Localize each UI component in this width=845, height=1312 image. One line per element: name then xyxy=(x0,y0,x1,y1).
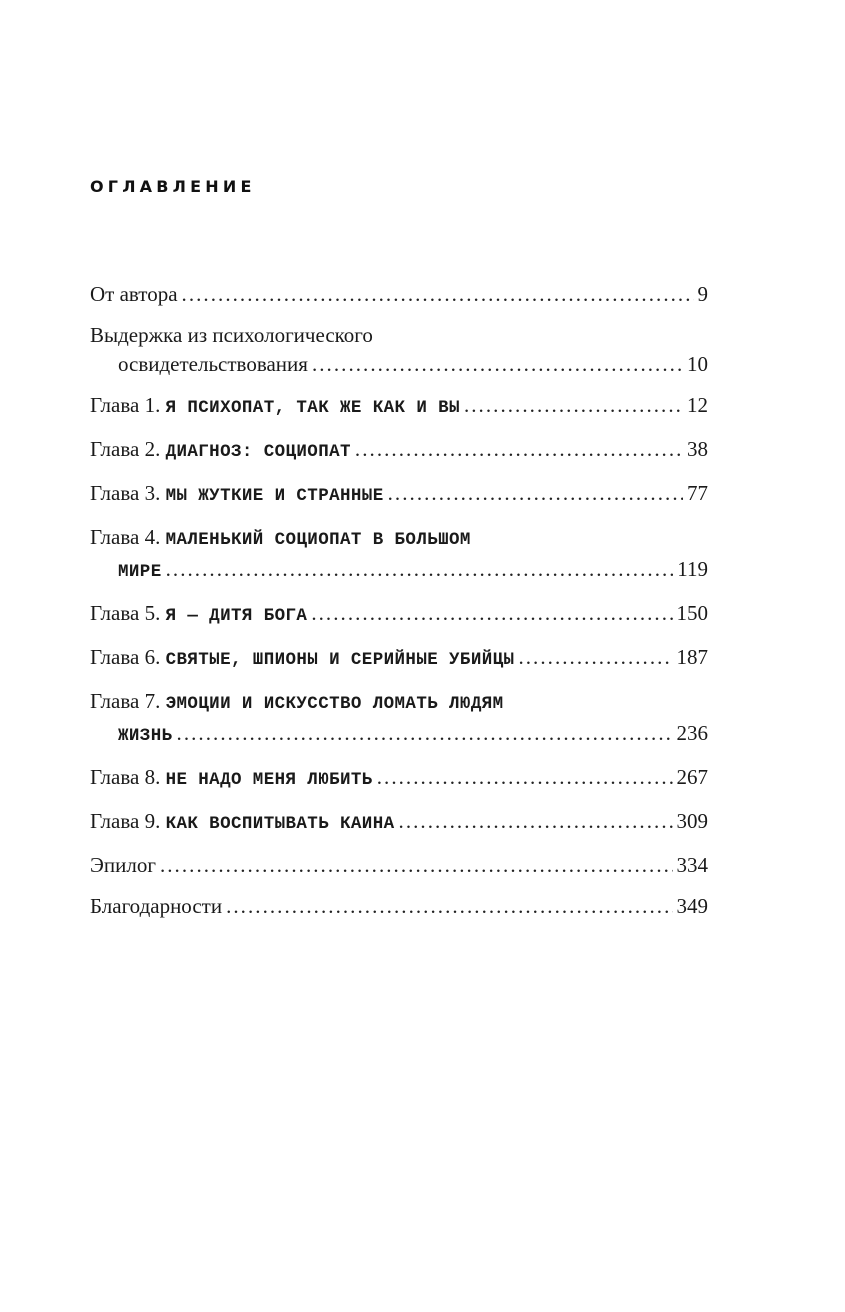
toc-entry-line xyxy=(90,479,708,511)
chapter-prefix: Глава 8. xyxy=(90,765,166,789)
table-of-contents xyxy=(90,280,708,933)
page-number: 267 xyxy=(676,765,708,789)
toc-entry-line xyxy=(90,391,708,423)
toc-entry-line xyxy=(90,280,708,309)
toc-entry-title: НЕ НАДО МЕНЯ ЛЮБИТЬ xyxy=(165,770,373,790)
toc-entry-line xyxy=(90,892,708,921)
dot-leader xyxy=(377,763,673,792)
toc-entry-title: Я — ДИТЯ БОГА xyxy=(165,606,308,626)
chapter-prefix: Глава 4. xyxy=(90,525,166,549)
toc-entry-title: Благодарности xyxy=(90,894,223,918)
chapter-prefix: Глава 6. xyxy=(90,645,166,669)
chapter-prefix: Глава 9. xyxy=(90,809,166,833)
dot-leader xyxy=(355,435,683,464)
toc-entry-title: МАЛЕНЬКИЙ СОЦИОПАТ В БОЛЬШОМ xyxy=(165,530,471,550)
toc-entry[interactable] xyxy=(90,763,708,795)
toc-entry[interactable] xyxy=(90,391,708,423)
toc-entry-title: ДИАГНОЗ: СОЦИОПАТ xyxy=(165,442,351,462)
dot-leader xyxy=(388,479,683,508)
toc-entry[interactable] xyxy=(90,321,708,379)
dot-leader xyxy=(312,350,683,379)
page-number: 309 xyxy=(676,809,708,833)
toc-entry-line xyxy=(90,763,708,795)
page-number: 9 xyxy=(697,282,708,306)
chapter-prefix: Глава 2. xyxy=(90,437,166,461)
toc-entry[interactable] xyxy=(90,280,708,309)
toc-entry[interactable] xyxy=(90,892,708,921)
toc-entry-line xyxy=(90,851,708,880)
chapter-prefix: Глава 1. xyxy=(90,393,166,417)
toc-entry-continuation xyxy=(90,350,708,379)
toc-entry-title: СВЯТЫЕ, ШПИОНЫ И СЕРИЙНЫЕ УБИЙЦЫ xyxy=(165,650,515,670)
page-number: 349 xyxy=(676,894,708,918)
toc-entry[interactable] xyxy=(90,807,708,839)
toc-heading: ОГЛАВЛЕНИЕ xyxy=(90,177,256,196)
toc-entry[interactable] xyxy=(90,523,708,587)
toc-entry[interactable] xyxy=(90,851,708,880)
toc-entry-line xyxy=(90,643,708,675)
dot-leader xyxy=(399,807,673,836)
toc-entry-title: освидетельствования xyxy=(118,352,308,376)
chapter-prefix: Глава 3. xyxy=(90,481,166,505)
page-number: 10 xyxy=(687,352,708,376)
toc-entry-line xyxy=(90,523,708,555)
dot-leader xyxy=(177,719,673,748)
dot-leader xyxy=(311,599,672,628)
page-number: 236 xyxy=(676,721,708,745)
toc-entry-line xyxy=(90,807,708,839)
chapter-prefix: Глава 5. xyxy=(90,601,166,625)
toc-entry-title: Эпилог xyxy=(90,853,156,877)
chapter-prefix: Глава 7. xyxy=(90,689,166,713)
toc-entry-title: МЫ ЖУТКИЕ И СТРАННЫЕ xyxy=(165,486,384,506)
toc-entry[interactable] xyxy=(90,435,708,467)
toc-entry-title: МИРЕ xyxy=(118,562,162,582)
toc-entry-line xyxy=(90,687,708,719)
toc-entry-title: ЭМОЦИИ И ИСКУССТВО ЛОМАТЬ ЛЮДЯМ xyxy=(165,694,504,714)
page-number: 77 xyxy=(687,481,708,505)
toc-entry[interactable] xyxy=(90,687,708,751)
toc-entry-line xyxy=(90,599,708,631)
toc-entry-continuation xyxy=(90,719,708,751)
toc-entry-line xyxy=(90,321,708,350)
toc-entry[interactable] xyxy=(90,643,708,675)
toc-entry-title: Я ПСИХОПАТ, ТАК ЖЕ КАК И ВЫ xyxy=(165,398,460,418)
toc-entry[interactable] xyxy=(90,599,708,631)
dot-leader xyxy=(182,280,694,309)
dot-leader xyxy=(464,391,683,420)
page-number: 334 xyxy=(676,853,708,877)
page-number: 12 xyxy=(687,393,708,417)
page-number: 38 xyxy=(687,437,708,461)
page-number: 187 xyxy=(676,645,708,669)
toc-entry-line xyxy=(90,435,708,467)
page-number: 150 xyxy=(676,601,708,625)
toc-entry-title: Выдержка из психологического xyxy=(90,323,373,347)
toc-entry[interactable] xyxy=(90,479,708,511)
toc-entry-title: От автора xyxy=(90,282,178,306)
dot-leader xyxy=(160,851,673,880)
toc-entry-title: ЖИЗНЬ xyxy=(118,726,173,746)
dot-leader xyxy=(226,892,672,921)
page-number: 119 xyxy=(677,557,708,581)
toc-entry-title: КАК ВОСПИТЫВАТЬ КАИНА xyxy=(165,814,395,834)
dot-leader xyxy=(166,555,674,584)
toc-entry-continuation xyxy=(90,555,708,587)
dot-leader xyxy=(518,643,672,672)
